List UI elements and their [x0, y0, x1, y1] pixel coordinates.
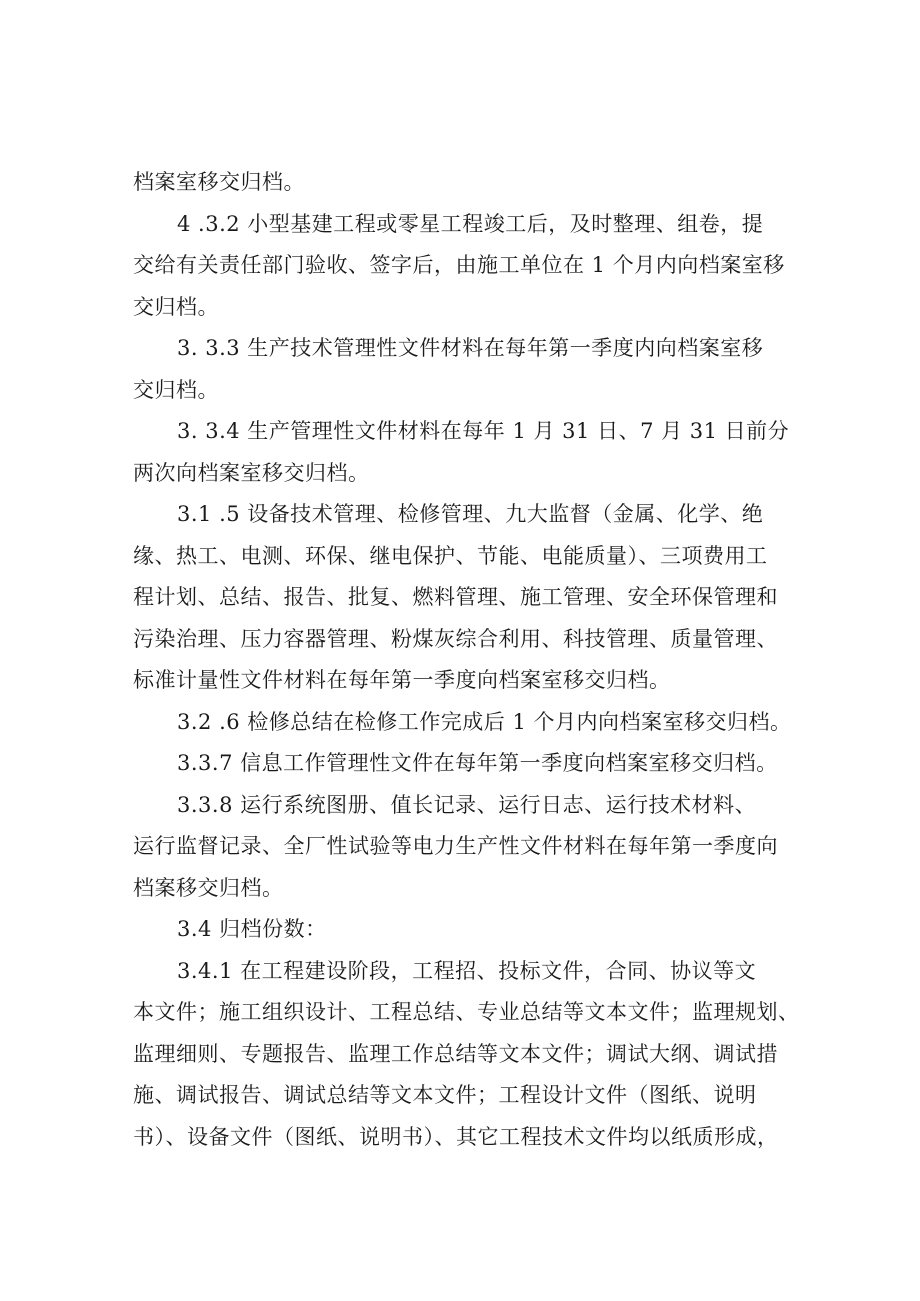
clause-3-2-6-line: 3.2 .6 检修总结在检修工作完成后 1 个月内向档案室移交归档。 — [177, 709, 792, 734]
section-3-4-heading: 3.4 归档份数： — [177, 917, 327, 941]
clause-3-4-1-heading-line: 3.4.1 在工程建设阶段，工程招、投标文件，合同、协议等文 — [177, 958, 757, 983]
clause-3-3-3-heading-line: 3. 3.3 生产技术管理性文件材料在每年第一季度内向档案室移 — [177, 336, 764, 360]
text-line: 运行监督记录、全厂性试验等电力生产性文件材料在每年第一季度向 — [133, 834, 778, 858]
text-line: 交给有关责任部门验收、签字后，由施工单位在 1 个月内向档案室移 — [133, 253, 785, 277]
document-body — [133, 162, 800, 1158]
clause-4-3-2-heading-line: 4 .3.2 小型基建工程或零星工程竣工后，及时整理、组卷，提 — [177, 211, 764, 236]
text-line: 档案移交归档。 — [133, 875, 284, 900]
clause-3-3-7-line: 3.3.7 信息工作管理性文件在每年第一季度向档案室移交归档。 — [177, 751, 778, 775]
text-line: 档案室移交归档。 — [133, 170, 305, 194]
text-line: 本文件；施工组织设计、工程总结、专业总结等文本文件；监理规划、 — [133, 1000, 800, 1024]
clause-3-1-5-heading-line: 3.1 .5 设备技术管理、检修管理、九大监督（金属、化学、绝 — [177, 502, 764, 526]
clause-3-3-8-heading-line: 3.3.8 运行系统图册、值长记录、运行日志、运行技术材料、 — [177, 792, 757, 817]
text-line: 书）、设备文件（图纸、说明书）、其它工程技术文件均以纸质形成， — [133, 1124, 779, 1149]
text-line: 程计划、总结、报告、批复、燃料管理、施工管理、安全环保管理和 — [133, 585, 778, 609]
clause-3-3-4-heading-line: 3. 3.4 生产管理性文件材料在每年 1 月 31 日、7 月 31 日前分 — [177, 419, 790, 443]
text-line: 污染治理、压力容器管理、粉煤灰综合利用、科技管理、质量管理、 — [133, 626, 778, 651]
text-line: 两次向档案室移交归档。 — [133, 460, 370, 485]
text-line: 交归档。 — [133, 377, 219, 402]
text-line: 缘、热工、电测、环保、继电保护、节能、电能质量）、三项费用工 — [133, 543, 768, 568]
text-line: 标准计量性文件材料在每年第一季度向档案室移交归档。 — [133, 668, 671, 692]
text-line: 监理细则、专题报告、监理工作总结等文本文件；调试大纲、调试措 — [133, 1041, 778, 1066]
text-line: 施、调试报告、调试总结等文本文件；工程设计文件（图纸、说明 — [133, 1083, 757, 1107]
text-line: 交归档。 — [133, 294, 219, 319]
